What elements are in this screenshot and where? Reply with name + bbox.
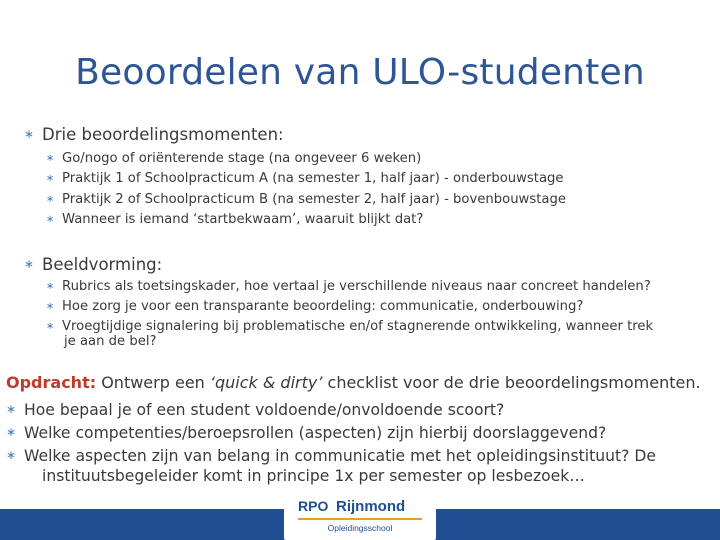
list-item: ∗ Welke competenties/beroepsrollen (aspecten) zijn hierbij doorslaggevend?	[6, 424, 607, 442]
list-item: ∗ Go/nogo of oriënterende stage (na ongeveer 6 weken)	[46, 151, 422, 166]
list-item: ∗ Praktijk 1 of Schoolpracticum A (na semester 1, half jaar) - onderbouwstage	[46, 171, 564, 186]
logo-brand: RPO	[298, 498, 329, 514]
bullet-icon: ∗	[46, 321, 55, 332]
bullet-icon: ∗	[6, 448, 17, 462]
bullet-icon: ∗	[46, 194, 55, 205]
bullet-icon: ∗	[46, 173, 55, 184]
list-item-continuation: je aan de bel?	[64, 334, 157, 349]
bullet-icon: ∗	[46, 301, 55, 312]
section-heading-imaging: ∗ Beeldvorming:	[24, 255, 163, 274]
bullet-icon: ∗	[46, 214, 55, 225]
list-item: ∗ Vroegtijdige signalering bij problematische en/of stagnerende ontwikkeling, wanneer trek	[46, 319, 654, 334]
bullet-icon: ∗	[24, 257, 35, 271]
list-item: ∗ Hoe bepaal je of een student voldoende/onvoldoende scoort?	[6, 401, 505, 419]
logo-accent-bar	[298, 518, 422, 520]
logo	[284, 494, 436, 540]
list-item: ∗ Welke aspecten zijn van belang in communicatie met het opleidingsinstituut? De	[6, 447, 656, 465]
bullet-icon: ∗	[6, 425, 17, 439]
list-item-continuation: instituutsbegeleider komt in principe 1x per semester op lesbezoek…	[42, 467, 585, 485]
bullet-icon: ∗	[24, 127, 35, 141]
assignment-label: Opdracht:	[6, 373, 97, 392]
list-item: ∗ Hoe zorg je voor een transparante beoordeling: communicatie, onderbouwing?	[46, 299, 584, 314]
slide-title: Beoordelen van ULO-studenten	[75, 52, 645, 93]
bullet-icon: ∗	[46, 281, 55, 292]
section-heading-moments: ∗ Drie beoordelingsmomenten:	[24, 125, 284, 144]
assignment-line: Opdracht: Ontwerp een ‘quick & dirty’ checklist voor de drie beoordelingsmomenten.	[6, 373, 701, 392]
list-item: ∗ Wanneer is iemand ‘startbekwaam’, waaruit blijkt dat?	[46, 212, 424, 227]
logo-name: Rijnmond	[336, 498, 406, 515]
list-item: ∗ Rubrics als toetsingskader, hoe vertaal je verschillende niveaus naar concreet handelen?	[46, 279, 651, 294]
logo-subtitle: Opleidingsschool	[327, 523, 393, 533]
bullet-icon: ∗	[46, 153, 55, 164]
list-item: ∗ Praktijk 2 of Schoolpracticum B (na semester 2, half jaar) - bovenbouwstage	[46, 192, 566, 207]
bullet-icon: ∗	[6, 402, 17, 416]
